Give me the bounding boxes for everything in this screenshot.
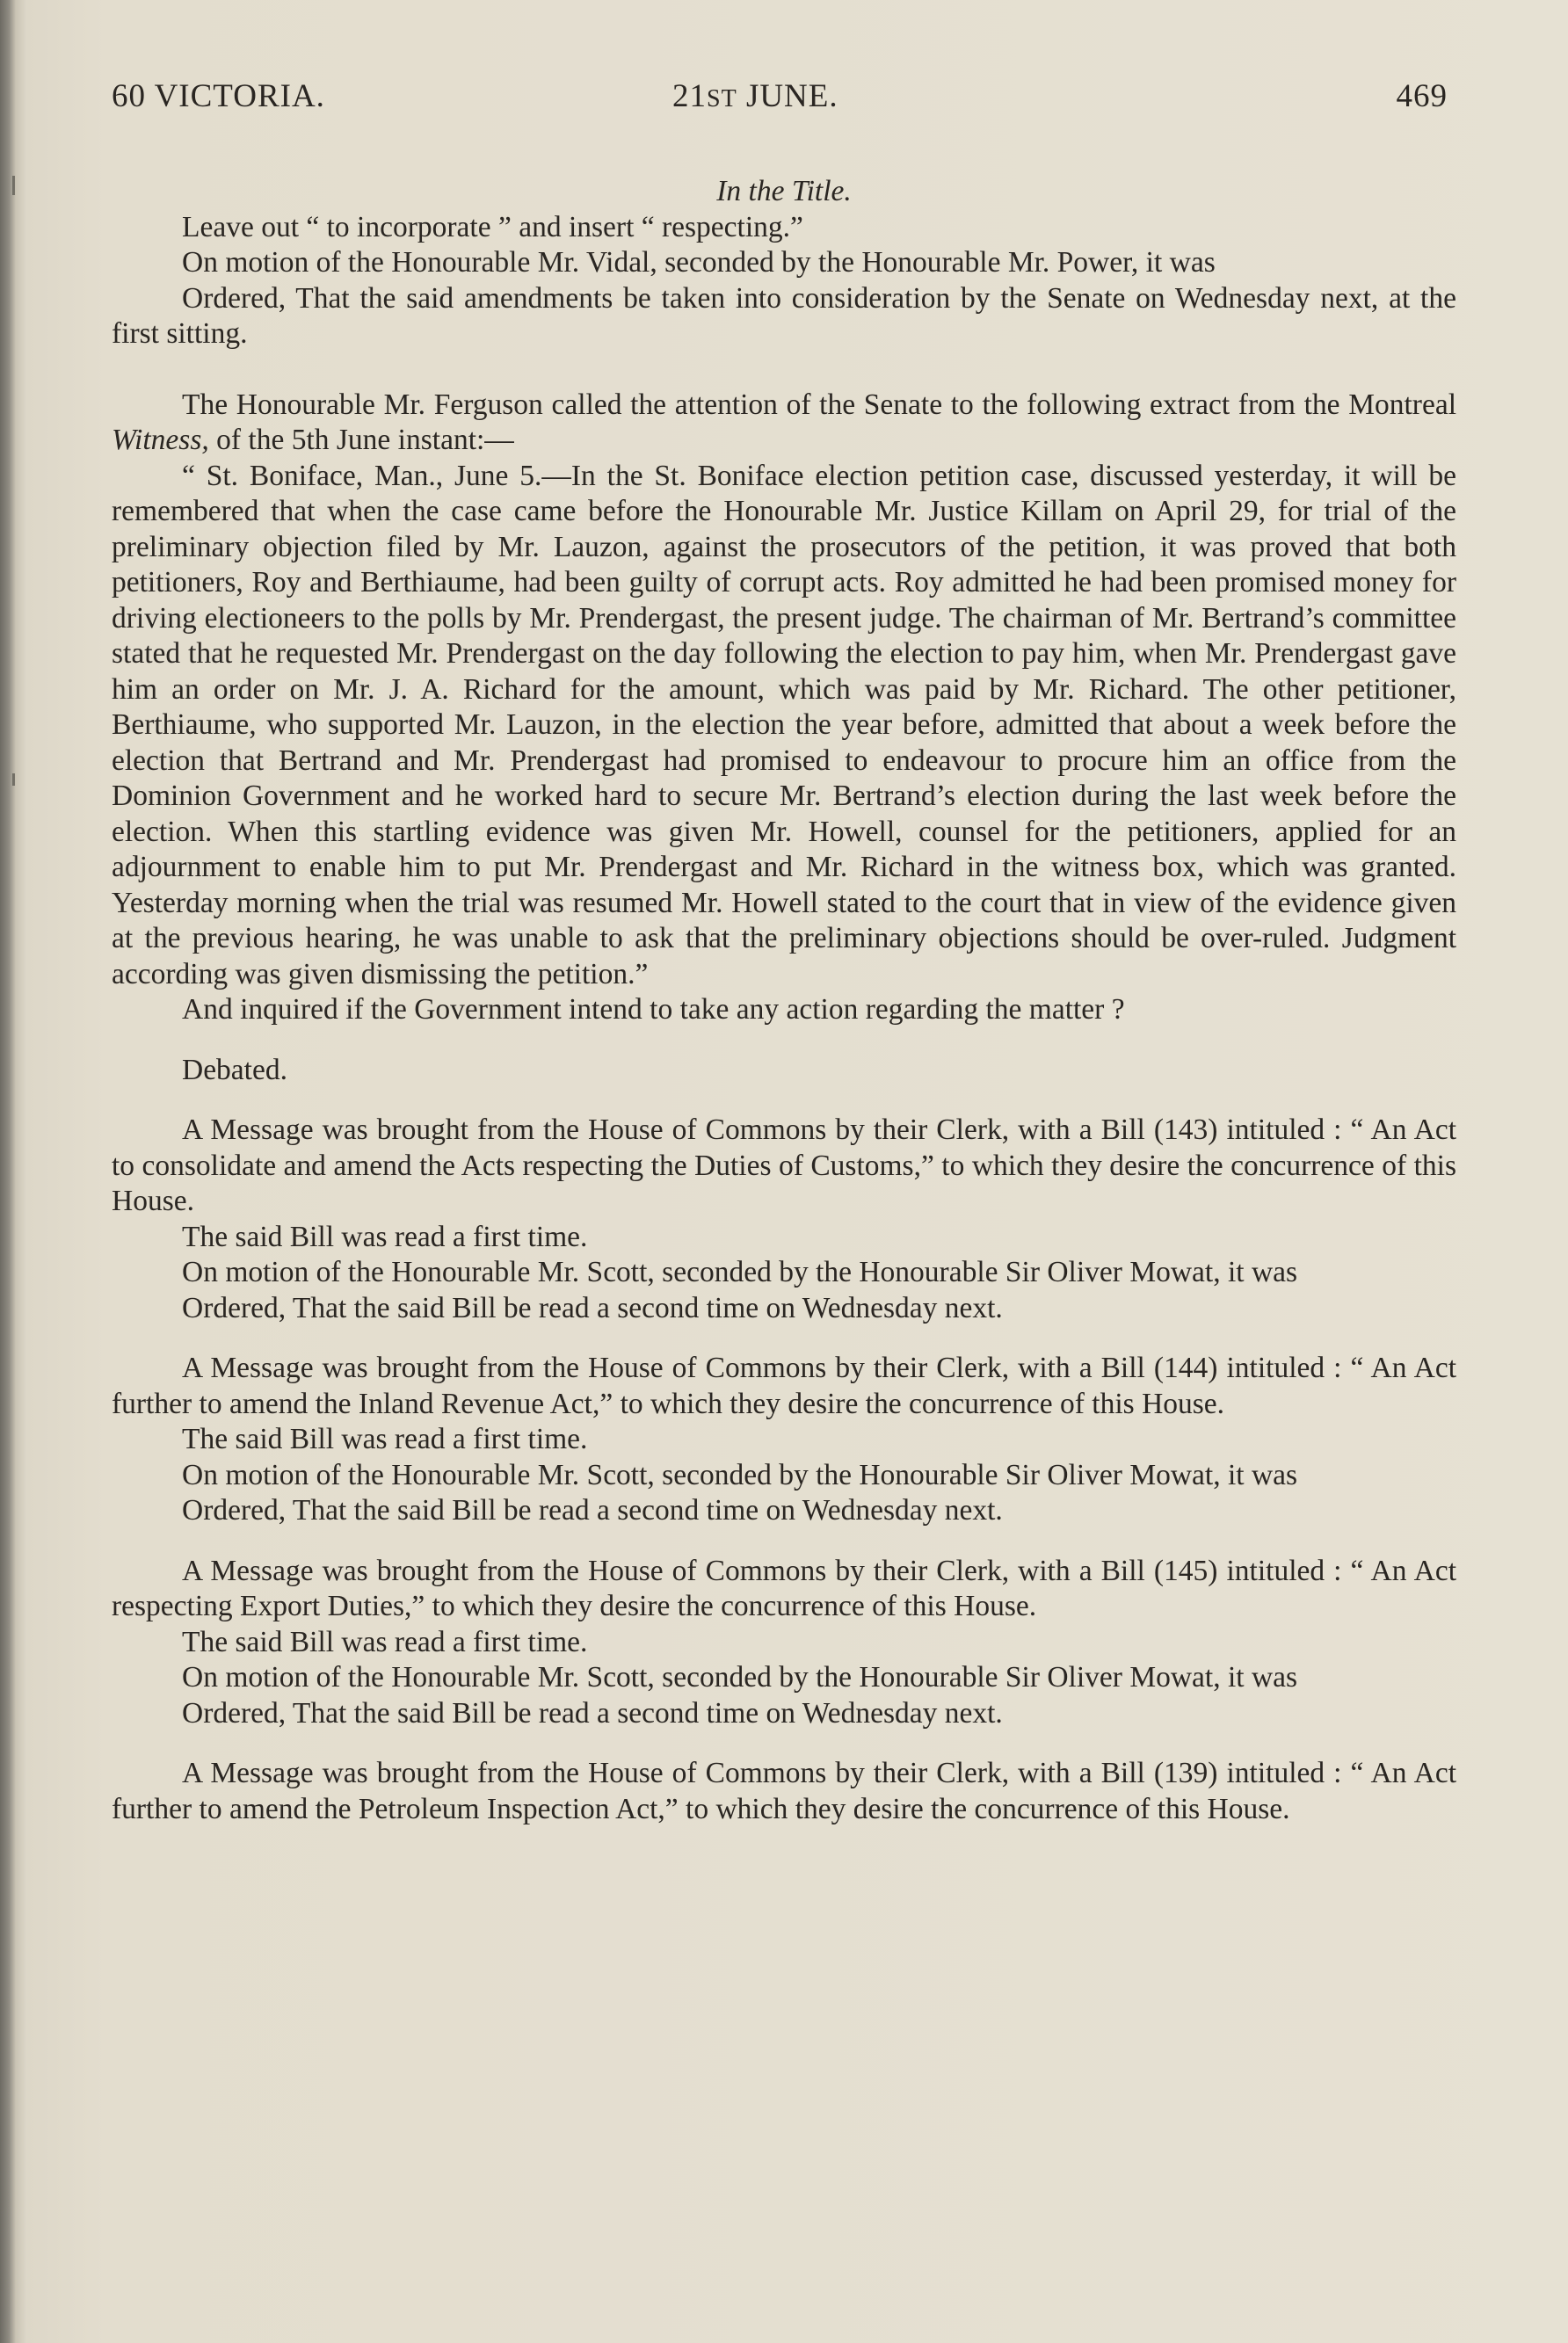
paragraph [112, 388, 1456, 459]
paragraph-text: The Honourable Mr. Ferguson called the attention of the Senate to the following extract from the Montreal [182, 388, 1456, 421]
paragraph: Ordered, That the said Bill be read a second time on Wednesday next. [182, 1696, 1003, 1730]
section-title: In the Title. [716, 175, 852, 207]
paragraph: Ordered, That the said amendments be taken into consideration by the Senate on Wednesday next, at the first sitting. [112, 281, 1456, 350]
paragraph: And inquired if the Government intend to take any action regarding the matter ? [182, 993, 1125, 1026]
page-header [112, 77, 1448, 130]
paragraph: The said Bill was read a first time. [182, 1625, 588, 1658]
paragraph: A Message was brought from the House of Commons by their Clerk, with a Bill (139) intituled : “ An Act further to amend the Petroleum Inspection Act,” to which they desire the concurrence of this House. [112, 1757, 1456, 1825]
date-day: 21 [672, 78, 707, 114]
running-head-left: 60 VICTORIA. [112, 78, 325, 114]
newspaper-name: Witness, [112, 424, 209, 456]
date-suffix: ST [707, 85, 737, 112]
paragraph: The said Bill was read a first time. [182, 1423, 588, 1455]
binding-mark [12, 773, 15, 786]
paragraph: On motion of the Honourable Mr. Scott, seconded by the Honourable Sir Oliver Mowat, it was [182, 1458, 1298, 1491]
page-body [112, 174, 1456, 1827]
paragraph: The said Bill was read a first time. [182, 1220, 588, 1253]
paragraph-text: of the 5th June instant:— [208, 424, 514, 456]
paragraph: Ordered, That the said Bill be read a second time on Wednesday next. [182, 1494, 1003, 1527]
binding-mark [12, 176, 15, 195]
paragraph: A Message was brought from the House of Commons by their Clerk, with a Bill (144) intituled : “ An Act further to amend the Inland Revenue Act,” to which they desire the concurrence of this House. [112, 1352, 1456, 1420]
quoted-extract: “ St. Boniface, Man., June 5.—In the St. Boniface election petition case, discussed yesterday, it will be remembered that when the case came before the Honourable Mr. Justice Killam on April 29, for trial of the preliminary objection filed by Mr. Lauzon, against the prosecutors of the petition, it was proved that both petitioners, Roy and Berthiaume, had been guilty of corrupt acts. Roy admitted he had been promised money for driving electioneers to the polls by Mr. Prendergast, the present judge. The chairman of Mr. Bertrand’s committee stated that he requested Mr. Prendergast on the day following the election to pay him, when Mr. Prendergast gave him an order on Mr. J. A. Richard for the amount, which was paid by Mr. Richard. The other petitioner, Berthiaume, who supported Mr. Lauzon, in the election the year before, admitted that about a week before the election that Bertrand and Mr. Prendergast had promised to endeavour to procure him an office from the Dominion Government and he worked hard to secure Mr. Bertrand’s election during the last week before the election. When this startling evidence was given Mr. Howell, counsel for the petitioners, applied for an adjournment to enable him to put Mr. Prendergast and Mr. Richard in the witness box, which was granted. Yesterday morning when the trial was resumed Mr. Howell stated to the court that in view of the evidence given at the previous hearing, he was unable to ask that the preliminary objections should be over-ruled. Judgment according was given dismissing the petition.” [112, 459, 1456, 990]
paragraph: On motion of the Honourable Mr. Scott, seconded by the Honourable Sir Oliver Mowat, it was [182, 1256, 1298, 1288]
paragraph: Leave out “ to incorporate ” and insert “ respecting.” [182, 210, 803, 243]
paragraph: A Message was brought from the House of Commons by their Clerk, with a Bill (143) intituled : “ An Act to consolidate and amend the Acts respecting the Duties of Customs,” to which they desire the concurrence of this House. [112, 1113, 1456, 1217]
paragraph: On motion of the Honourable Mr. Vidal, seconded by the Honourable Mr. Power, it was [182, 246, 1216, 279]
paragraph: Debated. [182, 1053, 287, 1086]
running-head-date [672, 77, 838, 115]
paragraph: Ordered, That the said Bill be read a second time on Wednesday next. [182, 1291, 1003, 1324]
page-number: 469 [1396, 78, 1448, 114]
paragraph: A Message was brought from the House of Commons by their Clerk, with a Bill (145) intituled : “ An Act respecting Export Duties,” to which they desire the concurrence of this House. [112, 1554, 1456, 1622]
paragraph: On motion of the Honourable Mr. Scott, seconded by the Honourable Sir Oliver Mowat, it was [182, 1661, 1298, 1694]
date-month: JUNE. [745, 78, 838, 114]
